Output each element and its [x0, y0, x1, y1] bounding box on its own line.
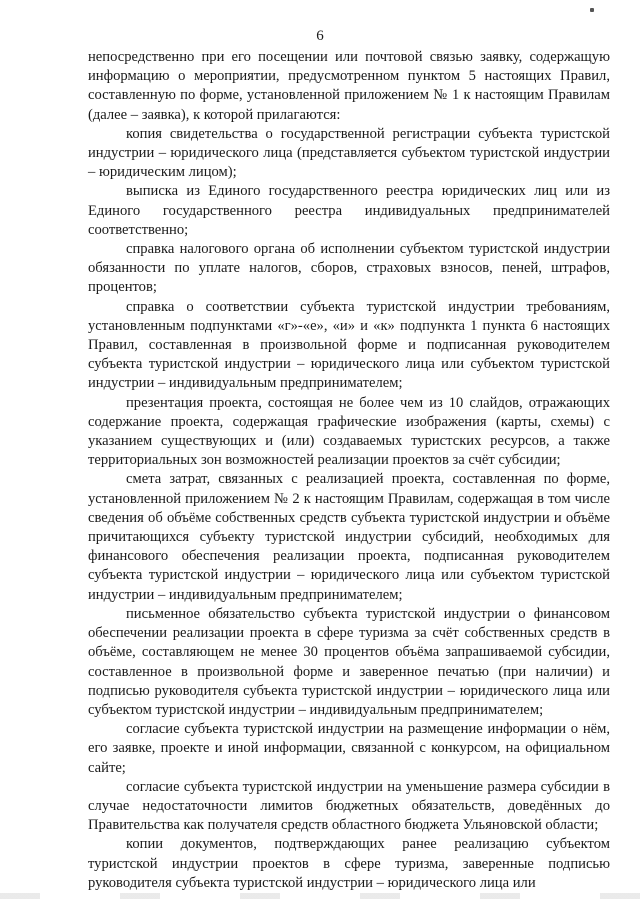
paragraph-tax-certificate: справка налогового органа об исполнении субъектом туристской индустрии обязанности по уплате налогов, сборов, страховых взносов, пеней, штрафов, процентов;	[88, 241, 610, 296]
paragraph-intro: непосредственно при его посещении или почтовой связью заявку, содержащую информацию о мероприятии, предусмотренном пунктом 5 настоящих Правил, составленную по форме, установленной приложением № 1 к настоящим Правилам (далее – заявка), к которой прилагаются:	[88, 49, 610, 123]
paragraph-registry-extract: выписка из Единого государственного реестра юридических лиц или из Единого государственного реестра индивидуальных предпринимателей соответственно;	[88, 183, 610, 238]
paragraph-document-copies: копии документов, подтверждающих ранее реализацию субъектом туристской индустрии проектов в сфере туризма, заверенные подписью руководителя субъекта туристской индустрии – юридического лица или	[88, 836, 610, 891]
paragraph-compliance-certificate: справка о соответствии субъекта туристской индустрии требованиям, установленным подпунктами «г»-«е», «и» и «к» подпункта 1 пункта 6 настоящих Правил, составленная в произвольной форме и подписанная руководителем субъекта туристской индустрии – юридического лица или субъектом туристской индустрии – индивидуальным предпринимателем;	[88, 298, 610, 392]
document-body	[88, 48, 610, 893]
paragraph-presentation: презентация проекта, состоящая не более чем из 10 слайдов, отражающих содержание проекта, содержащая графические изображения (карты, схемы) с указанием существующих и (или) создаваемых туристских ресурсов, а также территориальных зон возможностей реализации проектов за счёт субсидии;	[88, 394, 610, 469]
paragraph-reduction-consent: согласие субъекта туристской индустрии на уменьшение размера субсидии в случае недостаточности лимитов бюджетных обязательств, доведённых до Правительства как получателя средств областного бюджета Ульяновской области;	[88, 778, 610, 834]
page-number: 6	[316, 28, 324, 44]
paragraph-publication-consent: согласие субъекта туристской индустрии на размещение информации о нём, его заявке, проекте и иной информации, связанной с конкурсом, на официальном сайте;	[88, 721, 610, 776]
scan-bottom-edge	[0, 893, 640, 899]
paragraph-written-obligation: письменное обязательство субъекта туристской индустрии о финансовом обеспечении реализации проекта в сфере туризма за счёт собственных средств в объёме, составляющем не менее 30 процентов объёма запрашиваемой субсидии, составленное в произвольной форме и заверенное печатью (при наличии) и подписью руководителя субъекта туристской индустрии – юридического лица или субъектом туристской индустрии – индивидуальным предпринимателем;	[88, 605, 610, 718]
paragraph-cost-estimate: смета затрат, связанных с реализацией проекта, составленная по форме, установленной приложением № 2 к настоящим Правилам, содержащая в том числе сведения об объёме собственных средств субъекта туристской индустрии и объёме причитающихся субъекту туристской индустрии субсидий, необходимых для финансового обеспечения реализации проекта, подписанная руководителем субъекта туристской индустрии – юридического лица или субъектом туристской индустрии – индивидуальным предпринимателем;	[88, 471, 610, 603]
scan-artifact	[590, 8, 594, 12]
paragraph-registration-copy: копия свидетельства о государственной регистрации субъекта туристской индустрии – юридического лица (представляется субъектом туристской индустрии – юридическим лицом);	[88, 125, 610, 181]
